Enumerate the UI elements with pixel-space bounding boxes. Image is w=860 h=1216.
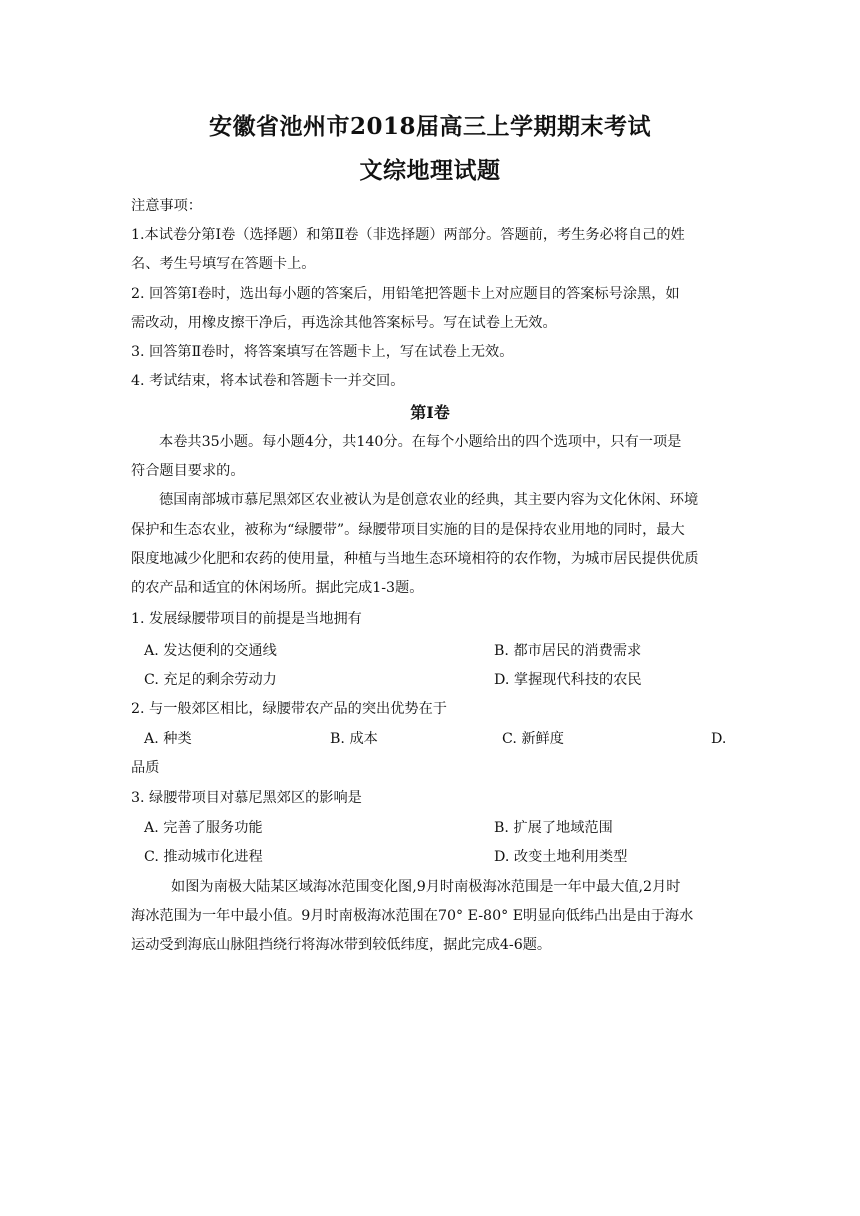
question-2-option-b: B. 成本: [330, 731, 378, 747]
intro-text: 本卷共35小题。每小题4分，共140分。在每个小题给出的四个选项中，只有一项是: [159, 434, 682, 450]
question-2-option-d-text: 品质: [131, 760, 160, 776]
passage-1-line: 保护和生态农业，被称为“绿腰带”。绿腰带项目实施的目的是保持农业用地的同时，最大: [131, 522, 685, 538]
question-2-option-c: C. 新鲜度: [502, 731, 564, 747]
question-1-option-c: C. 充足的剩余劳动力: [144, 672, 277, 688]
notice-heading: 注意事项：: [131, 198, 202, 214]
question-1: 1. 发展绿腰带项目的前提是当地拥有: [131, 611, 362, 627]
exam-subtitle: 文综地理试题: [359, 157, 501, 184]
intro-text-cont: 符合题目要求的。: [131, 463, 245, 479]
notice-item-1-cont: 名、考生号填写在答题卡上。: [131, 256, 316, 272]
question-3: 3. 绿腰带项目对慕尼黑郊区的影响是: [131, 790, 362, 806]
notice-item-4: 4. 考试结束，将本试卷和答题卡一并交回。: [131, 373, 405, 389]
passage-1-line: 的农产品和适宜的休闲场所。据此完成1-3题。: [131, 580, 424, 596]
exam-title: 安徽省池州市2018届高三上学期期末考试: [208, 113, 651, 140]
passage-2-line: 海冰范围为一年中最小值。9月时南极海冰范围在70° E-80° E明显向低纬凸出是由于海水: [131, 908, 694, 924]
question-3-option-c: C. 推动城市化进程: [144, 849, 263, 865]
passage-2-line: 如图为南极大陆某区域海冰范围变化图,9月时南极海冰范围是一年中最大值,2月时: [171, 879, 681, 895]
notice-item-2-cont: 需改动，用橡皮擦干净后，再选涂其他答案标号。写在试卷上无效。: [131, 315, 557, 331]
passage-2-line: 运动受到海底山脉阻挡绕行将海冰带到较低纬度，据此完成4-6题。: [131, 937, 552, 953]
question-2: 2. 与一般郊区相比，绿腰带农产品的突出优势在于: [131, 701, 447, 717]
notice-item-1: 1.本试卷分第Ⅰ卷（选择题）和第Ⅱ卷（非选择题）两部分。答题前，考生务必将自己的姓: [131, 227, 685, 243]
question-2-option-d: D.: [711, 731, 727, 747]
question-2-option-a: A. 种类: [144, 731, 192, 747]
notice-item-3: 3. 回答第Ⅱ卷时，将答案填写在答题卡上，写在试卷上无效。: [131, 344, 514, 360]
question-3-option-a: A. 完善了服务功能: [144, 820, 263, 836]
question-1-option-b: B. 都市居民的消费需求: [494, 643, 642, 659]
question-3-option-b: B. 扩展了地域范围: [494, 820, 613, 836]
passage-1-line: 限度地减少化肥和农药的使用量，种植与当地生态环境相符的农作物，为城市居民提供优质: [131, 551, 699, 567]
section-title: 第Ⅰ卷: [410, 403, 450, 422]
question-3-option-d: D. 改变土地利用类型: [494, 849, 628, 865]
passage-1-line: 德国南部城市慕尼黑郊区农业被认为是创意农业的经典，其主要内容为文化休闲、环境: [159, 492, 699, 508]
question-1-option-a: A. 发达便利的交通线: [144, 643, 277, 659]
notice-item-2: 2. 回答第Ⅰ卷时，选出每小题的答案后，用铅笔把答题卡上对应题目的答案标号涂黑，如: [131, 286, 680, 302]
question-1-option-d: D. 掌握现代科技的农民: [494, 672, 642, 688]
